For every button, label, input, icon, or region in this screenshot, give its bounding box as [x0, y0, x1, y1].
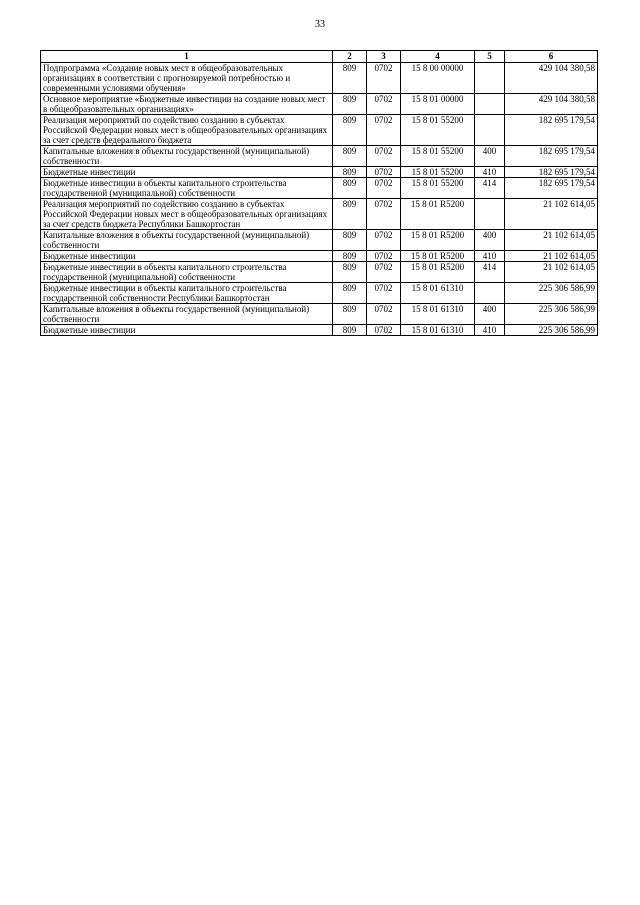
row-col3-cell: 0702	[367, 63, 401, 94]
row-col2-cell: 809	[333, 304, 367, 325]
row-col3-cell: 0702	[367, 115, 401, 146]
table-row	[41, 178, 598, 199]
header-col-5: 5	[475, 51, 505, 63]
row-name-cell: Основное мероприятие «Бюджетные инвестиции на создание новых мест в общеобразовательных организациях»	[41, 94, 333, 115]
row-target-code-cell: 15 8 01 55200	[401, 146, 475, 167]
row-name-cell: Подпрограмма «Создание новых мест в общеобразовательных организациях в соответствии с прогнозируемой потребностью и современными условиями обучения»	[41, 63, 333, 94]
row-name-cell: Бюджетные инвестиции	[41, 167, 333, 178]
table-row	[41, 115, 598, 146]
row-amount-cell: 21 102 614,05	[505, 199, 598, 230]
table-row	[41, 167, 598, 178]
row-expense-type-cell	[475, 94, 505, 115]
header-col-4: 4	[401, 51, 475, 63]
row-expense-type-cell: 410	[475, 167, 505, 178]
table-row	[41, 230, 598, 251]
row-expense-type-cell	[475, 283, 505, 304]
table-row	[41, 262, 598, 283]
table-body	[41, 63, 598, 336]
row-col3-cell: 0702	[367, 283, 401, 304]
row-target-code-cell: 15 8 01 55200	[401, 167, 475, 178]
row-col3-cell: 0702	[367, 94, 401, 115]
table-row	[41, 94, 598, 115]
row-col2-cell: 809	[333, 325, 367, 336]
table-row	[41, 251, 598, 262]
row-expense-type-cell	[475, 115, 505, 146]
row-amount-cell: 21 102 614,05	[505, 251, 598, 262]
row-target-code-cell: 15 8 01 00000	[401, 94, 475, 115]
row-amount-cell: 429 104 380,58	[505, 63, 598, 94]
row-target-code-cell: 15 8 01 R5200	[401, 262, 475, 283]
row-expense-type-cell: 400	[475, 146, 505, 167]
row-amount-cell: 21 102 614,05	[505, 230, 598, 251]
row-amount-cell: 182 695 179,54	[505, 178, 598, 199]
row-expense-type-cell: 400	[475, 230, 505, 251]
row-col3-cell: 0702	[367, 251, 401, 262]
row-expense-type-cell: 410	[475, 325, 505, 336]
row-target-code-cell: 15 8 01 61310	[401, 283, 475, 304]
row-col2-cell: 809	[333, 283, 367, 304]
row-target-code-cell: 15 8 01 R5200	[401, 230, 475, 251]
row-name-cell: Бюджетные инвестиции в объекты капитального строительства государственной (муниципальной) собственности	[41, 178, 333, 199]
row-expense-type-cell: 400	[475, 304, 505, 325]
row-amount-cell: 225 306 586,99	[505, 304, 598, 325]
row-expense-type-cell: 414	[475, 178, 505, 199]
row-name-cell: Реализация мероприятий по содействию созданию в субъектах Российской Федерации новых мест в общеобразовательных организациях за счет средств федерального бюджета	[41, 115, 333, 146]
table-row	[41, 63, 598, 94]
row-target-code-cell: 15 8 00 00000	[401, 63, 475, 94]
row-col2-cell: 809	[333, 199, 367, 230]
row-amount-cell: 429 104 380,58	[505, 94, 598, 115]
row-col2-cell: 809	[333, 251, 367, 262]
row-col3-cell: 0702	[367, 262, 401, 283]
row-name-cell: Капитальные вложения в объекты государственной (муниципальной) собственности	[41, 230, 333, 251]
row-name-cell: Бюджетные инвестиции в объекты капитального строительства государственной (муниципальной) собственности	[41, 262, 333, 283]
row-amount-cell: 21 102 614,05	[505, 262, 598, 283]
row-amount-cell: 225 306 586,99	[505, 325, 598, 336]
table-header-row	[41, 51, 598, 63]
table-row	[41, 325, 598, 336]
table-row	[41, 146, 598, 167]
row-col3-cell: 0702	[367, 199, 401, 230]
row-col3-cell: 0702	[367, 304, 401, 325]
header-col-3: 3	[367, 51, 401, 63]
row-col3-cell: 0702	[367, 146, 401, 167]
row-amount-cell: 225 306 586,99	[505, 283, 598, 304]
row-col2-cell: 809	[333, 178, 367, 199]
row-target-code-cell: 15 8 01 R5200	[401, 199, 475, 230]
row-name-cell: Капитальные вложения в объекты государственной (муниципальной) собственности	[41, 304, 333, 325]
row-expense-type-cell: 414	[475, 262, 505, 283]
budget-table	[40, 50, 598, 336]
table-row	[41, 199, 598, 230]
row-col3-cell: 0702	[367, 325, 401, 336]
row-col2-cell: 809	[333, 63, 367, 94]
page-number: 33	[315, 19, 325, 30]
table-row	[41, 304, 598, 325]
header-col-2: 2	[333, 51, 367, 63]
row-name-cell: Бюджетные инвестиции	[41, 251, 333, 262]
row-amount-cell: 182 695 179,54	[505, 167, 598, 178]
row-name-cell: Реализация мероприятий по содействию созданию в субъектах Российской Федерации новых мест в общеобразовательных организациях за счет средств бюджета Республики Башкортостан	[41, 199, 333, 230]
row-col2-cell: 809	[333, 115, 367, 146]
row-col2-cell: 809	[333, 167, 367, 178]
row-target-code-cell: 15 8 01 R5200	[401, 251, 475, 262]
row-col3-cell: 0702	[367, 167, 401, 178]
row-col2-cell: 809	[333, 262, 367, 283]
row-amount-cell: 182 695 179,54	[505, 115, 598, 146]
row-name-cell: Капитальные вложения в объекты государственной (муниципальной) собственности	[41, 146, 333, 167]
table-row	[41, 283, 598, 304]
row-col3-cell: 0702	[367, 178, 401, 199]
row-name-cell: Бюджетные инвестиции в объекты капитального строительства государственной собственности Республики Башкортостан	[41, 283, 333, 304]
row-amount-cell: 182 695 179,54	[505, 146, 598, 167]
row-target-code-cell: 15 8 01 61310	[401, 325, 475, 336]
row-col2-cell: 809	[333, 94, 367, 115]
header-col-1: 1	[41, 51, 333, 63]
header-col-6: 6	[505, 51, 598, 63]
row-target-code-cell: 15 8 01 55200	[401, 178, 475, 199]
row-target-code-cell: 15 8 01 55200	[401, 115, 475, 146]
row-col2-cell: 809	[333, 146, 367, 167]
row-target-code-cell: 15 8 01 61310	[401, 304, 475, 325]
row-col2-cell: 809	[333, 230, 367, 251]
row-col3-cell: 0702	[367, 230, 401, 251]
row-expense-type-cell: 410	[475, 251, 505, 262]
row-name-cell: Бюджетные инвестиции	[41, 325, 333, 336]
row-expense-type-cell	[475, 199, 505, 230]
row-expense-type-cell	[475, 63, 505, 94]
